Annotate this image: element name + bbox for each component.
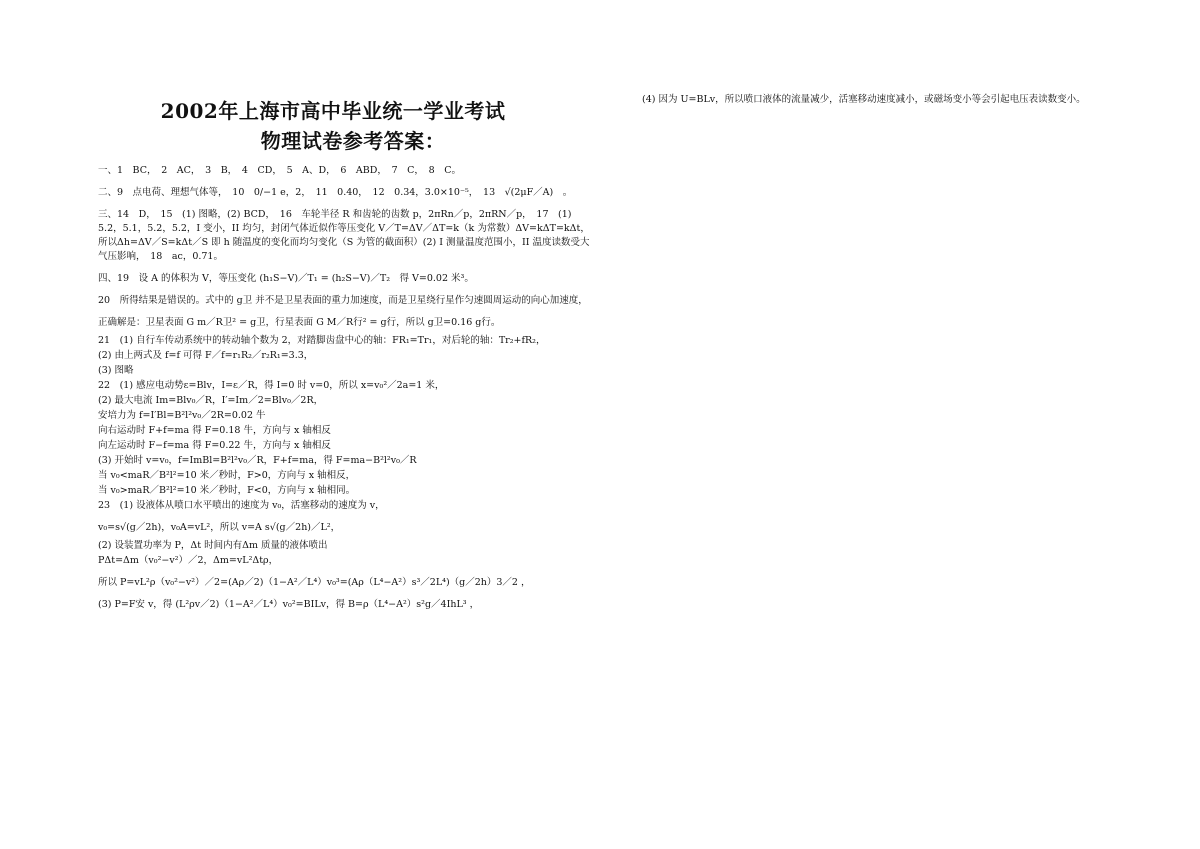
answer-23-energy: PΔt=Δm（v₀²−v²）／2，Δm=vL²Δtρ，	[98, 555, 279, 566]
answer-part-3: 三、14 D， 15 (1) 图略，(2) BCD， 16 车轮半径 R 和齿轮的齿数 p，2πRn／p，2πRN／p， 17 (1) 5.2，5.1，5.2，5.2，I 变小，II 均匀，封闭气体近似作等压变化 V／T=ΔV／ΔT=k（k 为常数）ΔV=kΔT=kΔt，所以Δh=ΔV／S=kΔt／S 即 h 随温度的变化而均匀变化（S 为管的截面积）(2) I 测量温度范围小，II 温度读数受大气压影响， 18 ac，0.71。	[98, 209, 590, 262]
answer-23-3: (3) P=F安 v，得 (L²ρv／2)（1−A²／L⁴）v₀²=BILv，得 B=ρ（L⁴−A²）s²g／4IhL³ ，	[98, 599, 480, 610]
answer-21-1: 21 (1) 自行车传动系统中的转动轴个数为 2，对踏脚齿盘中心的轴：FR₁=Tr₁，对后轮的轴：Tr₂+fR₂，	[98, 335, 546, 346]
answer-23-velocity: v₀=s√(g／2h)，v₀A=vL²，所以 v=A s√(g／2h)／L²，	[98, 522, 341, 533]
answer-part-2: 二、9 点电荷、理想气体等， 10 0/−1 e，2， 11 0.40， 12 0.34，3.0×10⁻⁵， 13 √(2μF／A) 。	[98, 187, 573, 198]
answer-20-correct: 正确解是：卫星表面 G m／R卫² = g卫，行星表面 G M／R行² = g行，所以 g卫=0.16 g行。	[98, 317, 501, 328]
answer-22-case-2: 当 v₀>maR／B²l²=10 米／秒时，F<0，方向与 x 轴相同。	[98, 485, 356, 496]
answer-23-4: (4) 因为 U=BLv，所以喷口液体的流量减少，活塞移动速度减小，或磁场变小等会引起电压表读数变小。	[642, 94, 1086, 105]
answer-22-3: (3) 开始时 v=v₀，f=ImBl=B²l²v₀／R，F+f=ma，得 F=ma−B²l²v₀／R	[98, 455, 417, 466]
answer-22-case-1: 当 v₀<maR／B²l²=10 米／秒时，F>0，方向与 x 轴相反，	[98, 470, 356, 481]
answer-23-power: 所以 P=vL²ρ（v₀²−v²）／2=(Aρ／2)（1−A²／L⁴）v₀³=(Aρ（L⁴−A²）s³／2L⁴)（g／2h）3／2 ，	[98, 577, 531, 588]
answer-23-1: 23 (1) 设液体从喷口水平喷出的速度为 v₀，活塞移动的速度为 v，	[98, 500, 385, 511]
left-column	[98, 96, 598, 616]
answer-22-left: 向左运动时 F−f=ma 得 F=0.22 牛，方向与 x 轴相反	[98, 440, 331, 451]
document-subtitle: 物理试卷参考答案：	[260, 129, 446, 153]
answer-22-2: (2) 最大电流 Im=Blv₀／R，I′=Im／2=Blv₀／2R，	[98, 395, 324, 406]
answer-part-1: 一、1 BC， 2 AC， 3 B， 4 CD， 5 A、D， 6 ABD， 7 C， 8 C。	[98, 165, 462, 176]
right-column	[642, 93, 1162, 111]
answer-22-1: 22 (1) 感应电动势ε=Blv，I=ε／R，得 I=0 时 v=0，所以 x=v₀²／2a=1 米，	[98, 380, 445, 391]
answer-22-ampere: 安培力为 f=I′Bl=B²l²v₀／2R=0.02 牛	[98, 410, 266, 421]
answer-part-4: 四、19 设 A 的体积为 V，等压变化 (h₁S−V)／T₁ = (h₂S−V)／T₂ 得 V=0.02 米³。	[98, 273, 474, 284]
answer-21-2: (2) 由上两式及 f=f 可得 F／f=r₁R₂／r₂R₁=3.3，	[98, 350, 314, 361]
answer-21-3: (3) 图略	[98, 365, 134, 376]
answer-20: 20 所得结果是错误的。式中的 g卫 并不是卫星表面的重力加速度，而是卫星绕行星作匀速圆周运动的向心加速度，	[98, 295, 588, 306]
document-title: 2002年上海市高中毕业统一学业考试	[160, 99, 506, 123]
answer-23-2: (2) 设装置功率为 P，Δt 时间内有Δm 质量的液体喷出	[98, 540, 328, 551]
answer-22-right: 向右运动时 F+f=ma 得 F=0.18 牛，方向与 x 轴相反	[98, 425, 331, 436]
